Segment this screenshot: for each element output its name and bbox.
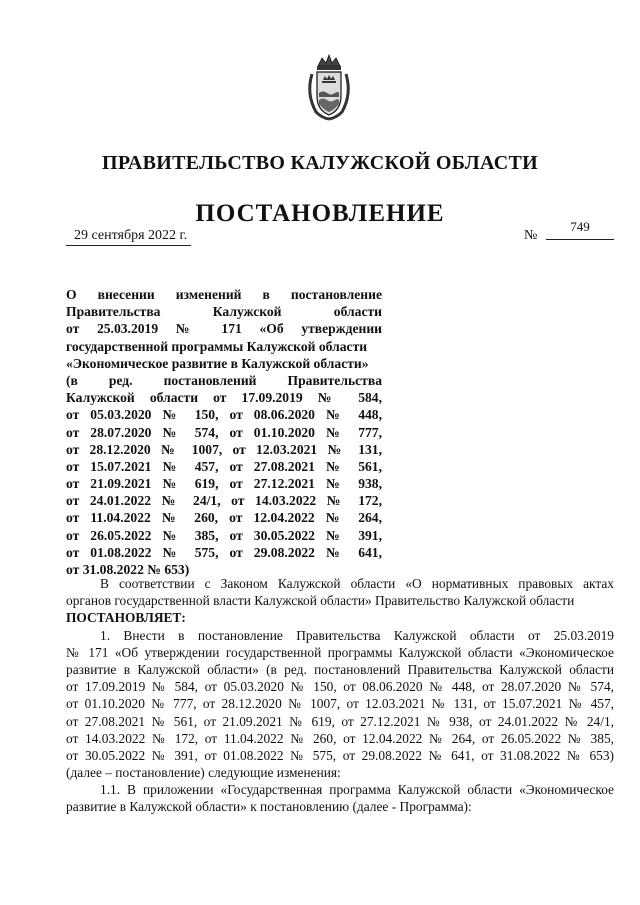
item-line: развитие в Калужской области» (в ред. постановлений Правительства Калужской области — [66, 661, 614, 677]
item-line: от 30.05.2022 № 391, от 01.08.2022 № 575, от 29.08.2022 № 641, от 31.08.2022 № 653) — [66, 747, 614, 763]
document-date: 29 сентября 2022 г. — [66, 228, 191, 246]
subitem-line: развитие в Калужской области» к постановлению (далее - Программа): — [66, 799, 472, 815]
item-line: 1. Внести в постановление Правительства Калужской области от 25.03.2019 — [100, 627, 614, 643]
organization-title: ПРАВИТЕЛЬСТВО КАЛУЖСКОЙ ОБЛАСТИ — [102, 152, 538, 174]
subject-line: Калужской области от 17.09.2019 № 584, — [66, 390, 382, 406]
item-line: (далее – постановление) следующие изменения: — [66, 765, 341, 781]
subject-line: от 24.01.2022 № 24/1, от 14.03.2022 № 172, — [66, 493, 382, 509]
document-body — [66, 575, 614, 816]
document-subject — [66, 286, 382, 578]
subject-line: О внесении изменений в постановление — [66, 287, 382, 302]
document-number-label: № — [524, 228, 538, 243]
item-line: от 27.08.2021 № 561, от 21.09.2021 № 619, от 27.12.2021 № 938, от 24.01.2022 № 24/1, — [66, 713, 614, 729]
subject-line: от 01.08.2022 № 575, от 29.08.2022 № 641, — [66, 544, 382, 560]
subject-line: от 21.09.2021 № 619, от 27.12.2021 № 938, — [66, 476, 382, 492]
subject-line: от 11.04.2022 № 260, от 12.04.2022 № 264, — [66, 510, 382, 526]
document-number: 749 — [546, 219, 614, 240]
subject-line: от 26.05.2022 № 385, от 30.05.2022 № 391, — [66, 527, 382, 543]
subject-line: от 15.07.2021 № 457, от 27.08.2021 № 561, — [66, 458, 382, 474]
subject-line: от 28.12.2020 № 1007, от 12.03.2021 № 131, — [66, 441, 382, 457]
item-line: № 171 «Об утверждении государственной программы Калужской области «Экономическое — [66, 644, 614, 660]
preamble-line: органов государственной власти Калужской области» Правительство Калужской области — [66, 593, 575, 609]
subitem-line: 1.1. В приложении «Государственная программа Калужской области «Экономическое — [100, 782, 614, 798]
subject-line: от 05.03.2020 № 150, от 08.06.2020 № 448, — [66, 407, 382, 423]
item-line: от 14.03.2022 № 172, от 11.04.2022 № 260, от 12.04.2022 № 264, от 26.05.2022 № 385, — [66, 730, 614, 746]
subject-line: от 25.03.2019 № 171 «Об утверждении — [66, 321, 382, 337]
item-line: от 17.09.2019 № 584, от 05.03.2020 № 150, от 08.06.2020 № 448, от 28.07.2020 № 574, — [66, 679, 614, 695]
subject-line: Правительства Калужской области — [66, 304, 382, 320]
subject-line: от 31.08.2022 № 653) — [66, 562, 190, 577]
subject-line: от 28.07.2020 № 574, от 01.10.2020 № 777, — [66, 424, 382, 440]
subject-line: «Экономическое развитие в Калужской области» — [66, 355, 369, 371]
preamble-line: В соответствии с Законом Калужской области «О нормативных правовых актах — [100, 576, 614, 591]
document-type-title: ПОСТАНОВЛЕНИЕ — [195, 200, 445, 227]
item-line: от 01.10.2020 № 777, от 28.12.2020 № 1007, от 12.03.2021 № 131, от 15.07.2021 № 457, — [66, 696, 614, 712]
resolves-heading: ПОСТАНОВЛЯЕТ: — [66, 610, 186, 626]
subject-line: государственной программы Калужской области — [66, 338, 368, 354]
coat-of-arms-icon — [304, 52, 354, 122]
subject-line: (в ред. постановлений Правительства — [66, 372, 382, 388]
